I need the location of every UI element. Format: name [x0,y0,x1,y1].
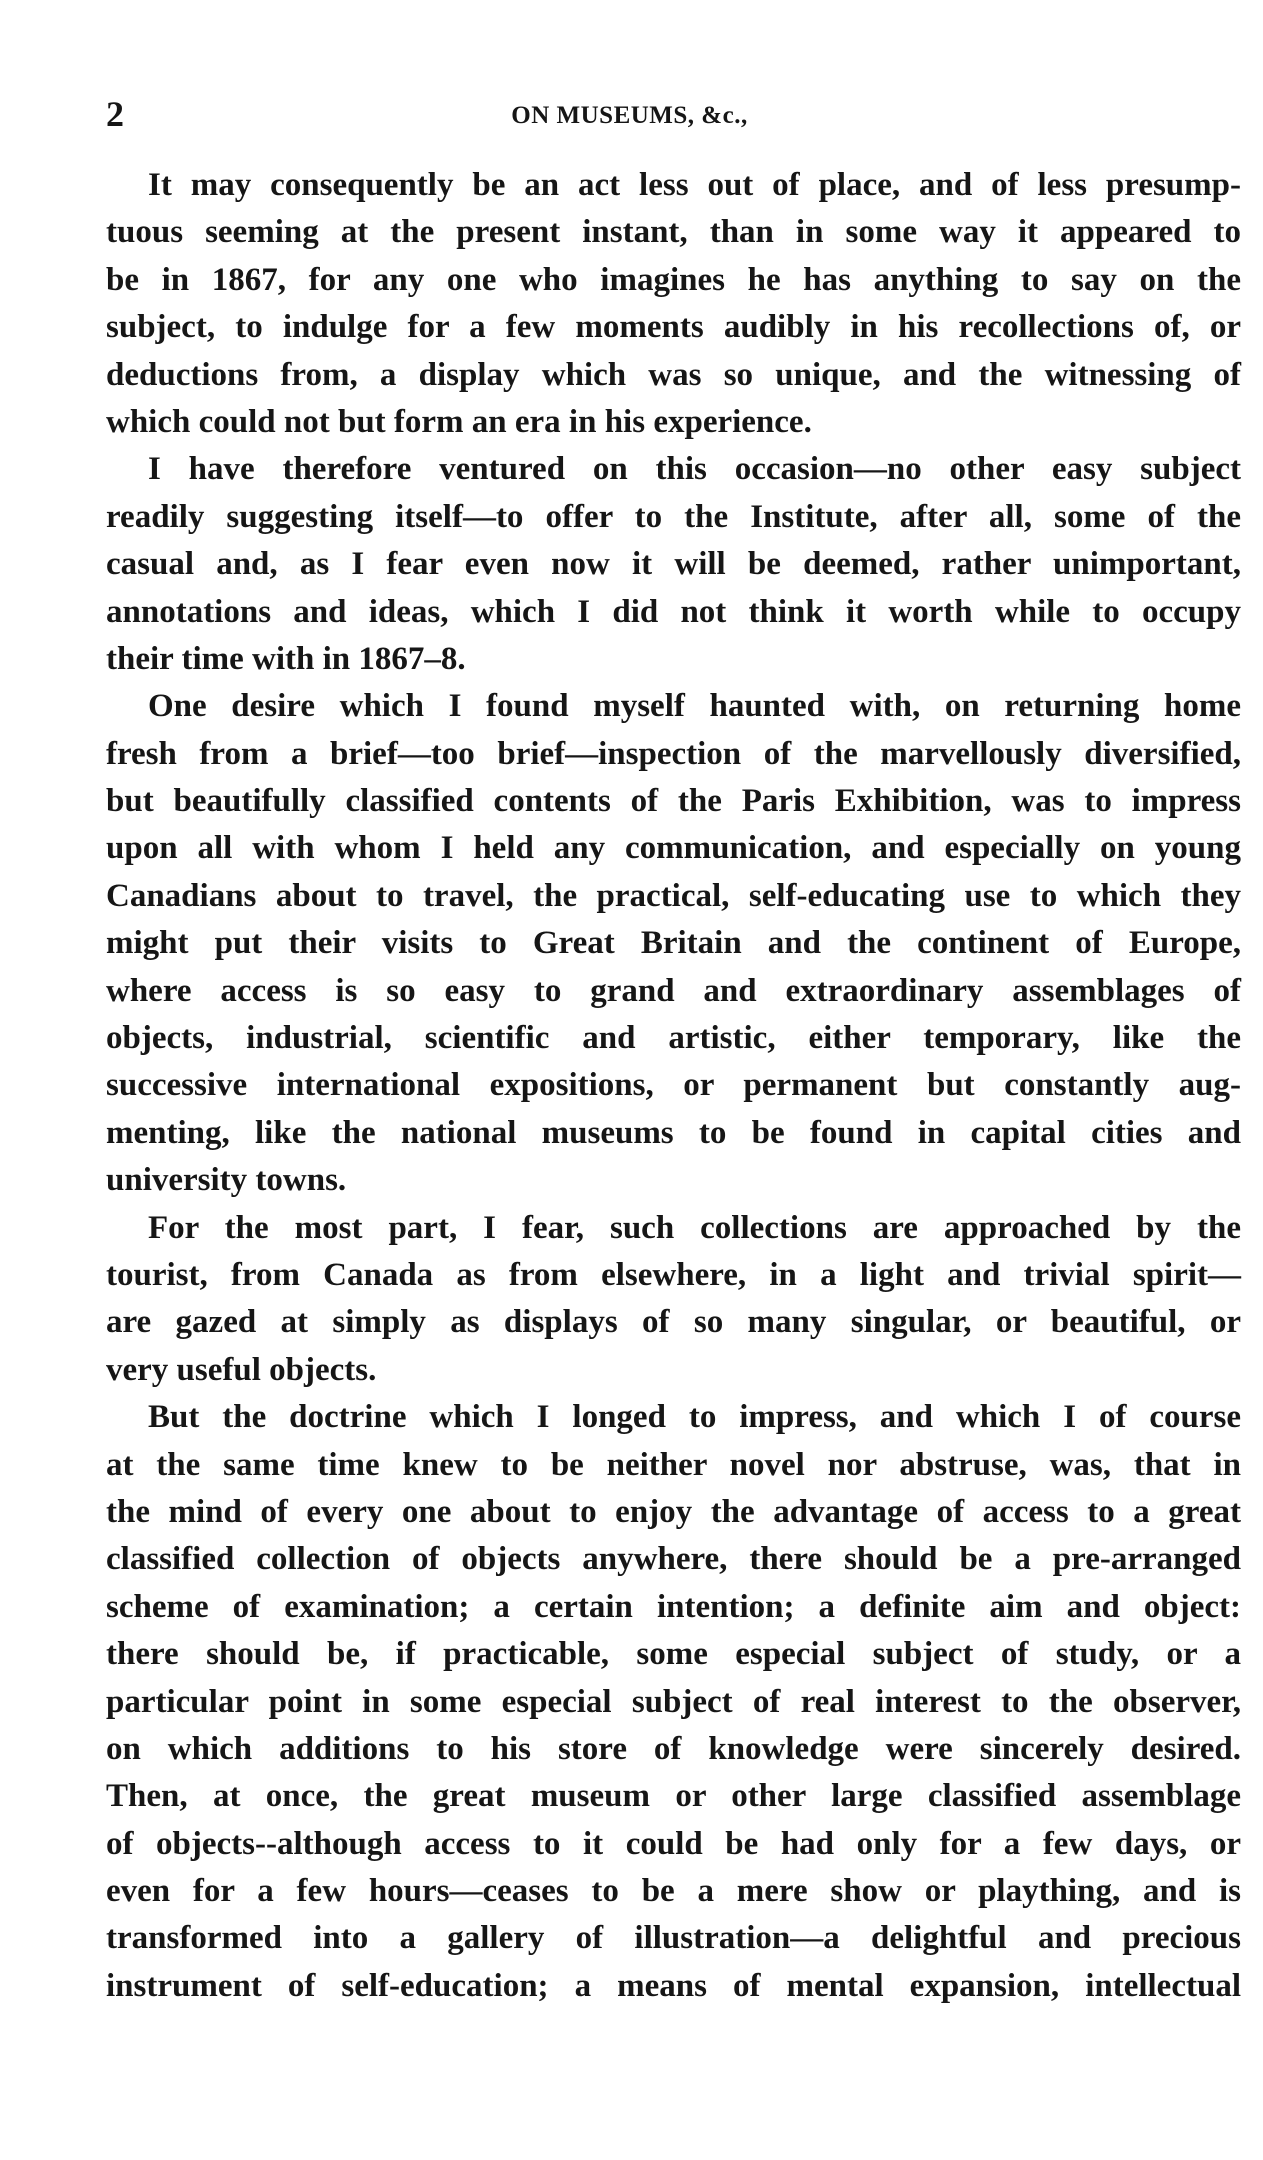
text-line: tuous seeming at the present instant, than in some way it appeared to [106,214,1241,251]
text-line: deductions from, a display which was so unique, and the witnessing of [106,356,1241,393]
text-line: transformed into a gallery of illustration—a delightful and precious [106,1920,1241,1957]
text-line: menting, like the national museums to be found in capital cities and [106,1114,1241,1151]
text-line: at the same time knew to be neither novel nor abstruse, was, that in [106,1446,1241,1483]
text-line: might put their visits to Great Britain and the continent of Europe, [106,925,1241,962]
text-line: Canadians about to travel, the practical, self-educating use to which they [106,877,1241,914]
text-line: annotations and ideas, which I did not think it worth while to occupy [106,593,1241,630]
text-line: Then, at once, the great museum or other large classified assemblage [106,1778,1241,1815]
text-line: which could not but form an era in his experience. [106,403,812,440]
text-line: classified collection of objects anywhere, there should be a pre-arranged [106,1541,1241,1578]
text-line: on which additions to his store of knowledge were sincerely desired. [106,1730,1241,1767]
text-line: but beautifully classified contents of the Paris Exhibition, was to impress [106,783,1241,820]
page-number: 2 [106,94,124,134]
text-line: the mind of every one about to enjoy the advantage of access to a great [106,1493,1241,1530]
page-header [106,90,1153,138]
text-line: One desire which I found myself haunted with, on returning home [148,688,1241,725]
text-line: For the most part, I fear, such collections are approached by the [148,1209,1241,1246]
text-line: instrument of self-education; a means of mental expansion, intellectual [106,1967,1241,2004]
text-line: of objects--although access to it could be had only for a few days, or [106,1825,1241,1862]
body-text [106,162,1241,2010]
text-line: successive international expositions, or permanent but constantly aug- [106,1067,1241,1104]
text-line: very useful objects. [106,1351,377,1388]
text-line: their time with in 1867–8. [106,640,466,677]
text-line: subject, to indulge for a few moments audibly in his recollections of, or [106,309,1241,346]
text-line: casual and, as I fear even now it will be deemed, rather unimportant, [106,546,1241,583]
text-line: be in 1867, for any one who imagines he has anything to say on the [106,261,1241,298]
text-line: readily suggesting itself—to offer to the Institute, after all, some of the [106,498,1241,535]
text-line: university towns. [106,1162,347,1199]
text-line: even for a few hours—ceases to be a mere show or plaything, and is [106,1873,1241,1910]
text-line: fresh from a brief—too brief—inspection of the marvellously diversified, [106,735,1241,772]
text-line: tourist, from Canada as from elsewhere, in a light and trivial spirit— [106,1256,1241,1293]
text-line: scheme of examination; a certain intention; a definite aim and object: [106,1588,1241,1625]
text-line: are gazed at simply as displays of so many singular, or beautiful, or [106,1304,1241,1341]
text-line: But the doctrine which I longed to impress, and which I of course [148,1399,1241,1436]
text-line: objects, industrial, scientific and artistic, either temporary, like the [106,1020,1241,1057]
running-head: ON MUSEUMS, &c., [511,102,748,129]
text-line: It may consequently be an act less out of place, and of less presump- [148,167,1241,203]
text-line: upon all with whom I held any communication, and especially on young [106,830,1241,867]
text-line: there should be, if practicable, some especial subject of study, or a [106,1636,1241,1673]
text-line: particular point in some especial subject of real interest to the observer, [106,1683,1241,1720]
text-line: I have therefore ventured on this occasion—no other easy subject [148,451,1241,488]
text-line: where access is so easy to grand and extraordinary assemblages of [106,972,1241,1009]
